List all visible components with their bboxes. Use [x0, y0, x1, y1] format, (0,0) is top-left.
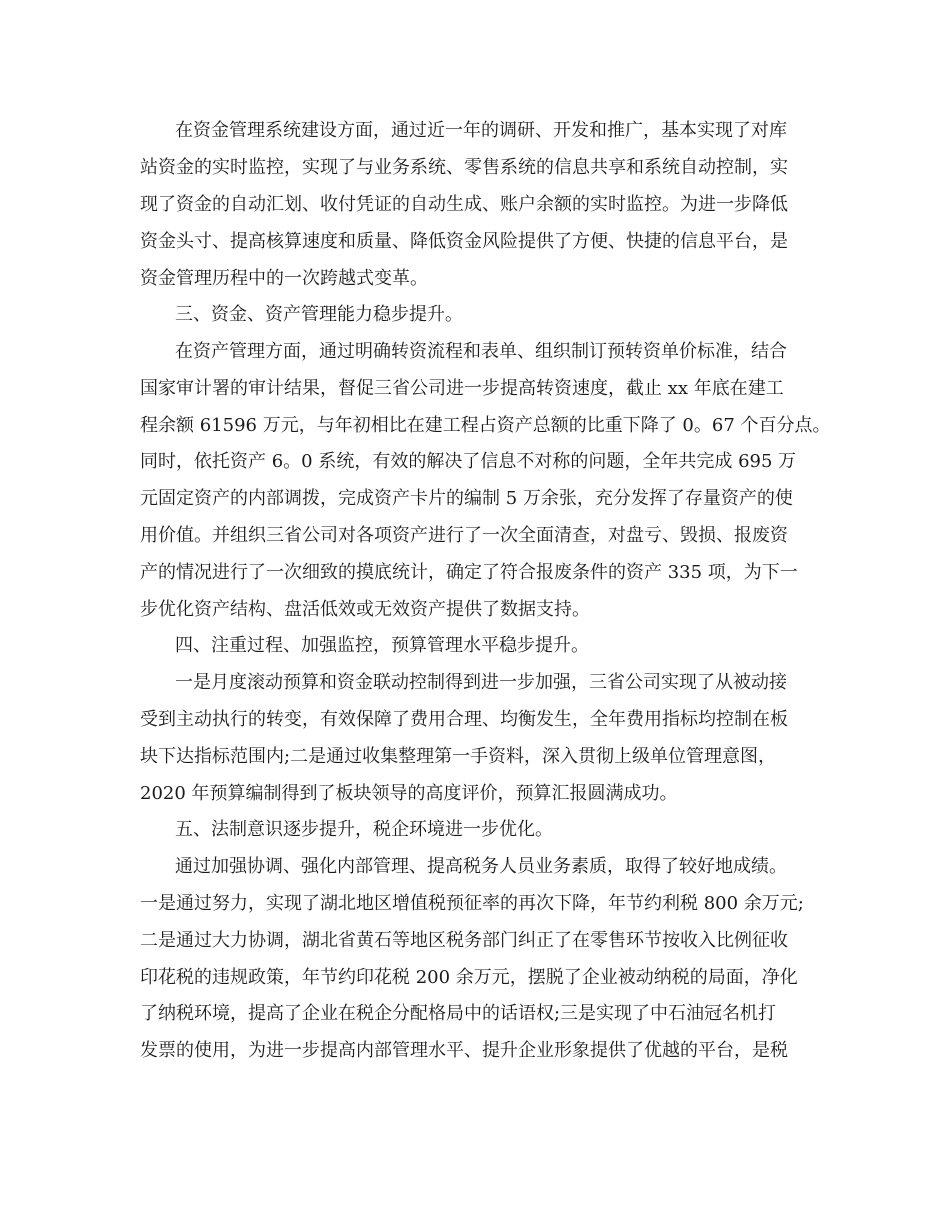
body-text-line: 发票的使用，为进一步提高内部管理水平、提升企业形象提供了优越的平台，是税	[140, 1040, 788, 1061]
body-text-line: 程余额 61596 万元，与年初相比在建工程占资产总额的比重下降了 0。67 个百分点。	[140, 415, 831, 436]
body-text-line: 通过加强协调、强化内部管理、提高税务人员业务素质，取得了较好地成绩。	[175, 856, 787, 877]
body-text-line: 现了资金的自动汇划、收付凭证的自动生成、账户余额的实时监控。为进一步降低	[140, 194, 788, 215]
body-text-line: 站资金的实时监控，实现了与业务系统、零售系统的信息共享和系统自动控制，实	[140, 157, 788, 178]
body-text-line: 资金管理历程中的一次跨越式变革。	[140, 268, 428, 289]
body-text-line: 资金头寸、提高核算速度和质量、降低资金风险提供了方便、快捷的信息平台，是	[140, 231, 788, 252]
body-text-line: 一是通过努力，实现了湖北地区增值税预征率的再次下降，年节约利税 800 余万元;	[140, 893, 804, 914]
body-text-line: 产的情况进行了一次细致的摸底统计，确定了符合报废条件的资产 335 项，为下一	[140, 562, 798, 583]
body-text-line: 元固定资产的内部调拨，完成资产卡片的编制 5 万余张，充分发挥了存量资产的使	[140, 488, 793, 509]
body-text-line: 同时，依托资产 6。0 系统，有效的解决了信息不对称的问题，全年共完成 695 万	[140, 451, 797, 472]
body-text-line: 国家审计署的审计结果，督促三省公司进一步提高转资速度，截止 xx 年底在建工	[140, 378, 784, 399]
section-heading: 四、注重过程、加强监控，预算管理水平稳步提升。	[175, 635, 589, 656]
body-text-line: 在资金管理系统建设方面，通过近一年的调研、开发和推广，基本实现了对库	[175, 120, 787, 141]
body-text-line: 一是月度滚动预算和资金联动控制得到进一步加强，三省公司实现了从被动接	[175, 672, 787, 693]
section-heading: 三、资金、资产管理能力稳步提升。	[175, 304, 463, 325]
body-text-line: 步优化资产结构、盘活低效或无效资产提供了数据支持。	[140, 599, 590, 620]
body-text-line: 受到主动执行的转变，有效保障了费用合理、均衡发生，全年费用指标均控制在板	[140, 709, 788, 730]
body-text-line: 用价值。并组织三省公司对各项资产进行了一次全面清查，对盘亏、毁损、报废资	[140, 525, 788, 546]
body-text-line: 二是通过大力协调，湖北省黄石等地区税务部门纠正了在零售环节按收入比例征收	[140, 930, 788, 951]
body-text-line: 在资产管理方面，通过明确转资流程和表单、组织制订预转资单价标准，结合	[175, 341, 787, 362]
body-text-line: 印花税的违规政策，年节约印花税 200 余万元，摆脱了企业被动纳税的局面，净化	[140, 967, 798, 988]
section-heading: 五、法制意识逐步提升，税企环境进一步优化。	[175, 819, 553, 840]
body-text-line: 2020 年预算编制得到了板块领导的高度评价，预算汇报圆满成功。	[140, 783, 678, 804]
body-text-line: 块下达指标范围内;二是通过收集整理第一手资料，深入贯彻上级单位管理意图，	[140, 746, 777, 767]
body-text-line: 了纳税环境，提高了企业在税企分配格局中的话语权;三是实现了中石油冠名机打	[140, 1003, 777, 1024]
